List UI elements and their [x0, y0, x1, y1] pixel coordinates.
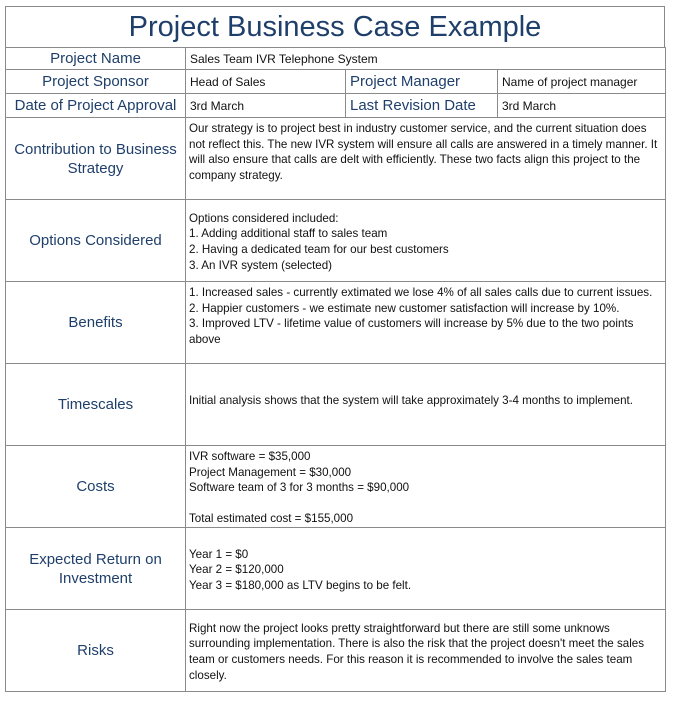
page-title: Project Business Case Example	[5, 6, 665, 47]
options-text: Options considered included: 1. Adding additional staff to sales team 2. Having a dedicated team for our best customers 3. An IVR system (selected)	[186, 200, 666, 282]
project-name-label: Project Name	[6, 48, 186, 70]
risks-text: Right now the project looks pretty straightforward but there are still some unknows surrounding implementation. There is also the risk that the project doesn't meet the sales team or customers needs. For this reason it is recommended to involve the sales team closely.	[186, 610, 666, 692]
row-project-sponsor	[6, 70, 666, 94]
costs-label: Costs	[6, 446, 186, 528]
risks-label: Risks	[6, 610, 186, 692]
last-revision-value: 3rd March	[498, 94, 666, 118]
row-contribution	[6, 118, 666, 200]
timescales-text: Initial analysis shows that the system will take approximately 3-4 months to implement.	[186, 364, 666, 446]
project-manager-value: Name of project manager	[498, 70, 666, 94]
row-project-name	[6, 48, 666, 70]
roi-label: Expected Return on Investment	[6, 528, 186, 610]
row-approval-date	[6, 94, 666, 118]
business-case-table	[5, 47, 666, 692]
row-costs	[6, 446, 666, 528]
business-case-sheet	[5, 6, 665, 692]
roi-text: Year 1 = $0 Year 2 = $120,000 Year 3 = $180,000 as LTV begins to be felt.	[186, 528, 666, 610]
row-risks	[6, 610, 666, 692]
approval-date-value: 3rd March	[186, 94, 346, 118]
contribution-text: Our strategy is to project best in industry customer service, and the current situation does not reflect this. The new IVR system will ensure all calls are answered in a timely manner. It will also ensure that calls are delt with efficiently. These two facts align this project to the company strategy.	[186, 118, 666, 200]
costs-text: IVR software = $35,000 Project Management = $30,000 Software team of 3 for 3 months = $90,000 Total estimated cost = $155,000	[186, 446, 666, 528]
benefits-label: Benefits	[6, 282, 186, 364]
options-label: Options Considered	[6, 200, 186, 282]
approval-date-label: Date of Project Approval	[6, 94, 186, 118]
timescales-label: Timescales	[6, 364, 186, 446]
project-manager-label: Project Manager	[346, 70, 498, 94]
project-name-value: Sales Team IVR Telephone System	[186, 48, 666, 70]
project-sponsor-value: Head of Sales	[186, 70, 346, 94]
benefits-text: 1. Increased sales - currently extimated we lose 4% of all sales calls due to current issues. 2. Happier customers - we estimate new customer satisfaction will increase by 10%. 3. Improved LTV - lifetime value of customers will increase by 5% due to the two points above	[186, 282, 666, 364]
contribution-label: Contribution to Business Strategy	[6, 118, 186, 200]
row-roi	[6, 528, 666, 610]
last-revision-label: Last Revision Date	[346, 94, 498, 118]
project-sponsor-label: Project Sponsor	[6, 70, 186, 94]
row-benefits	[6, 282, 666, 364]
row-options	[6, 200, 666, 282]
row-timescales	[6, 364, 666, 446]
